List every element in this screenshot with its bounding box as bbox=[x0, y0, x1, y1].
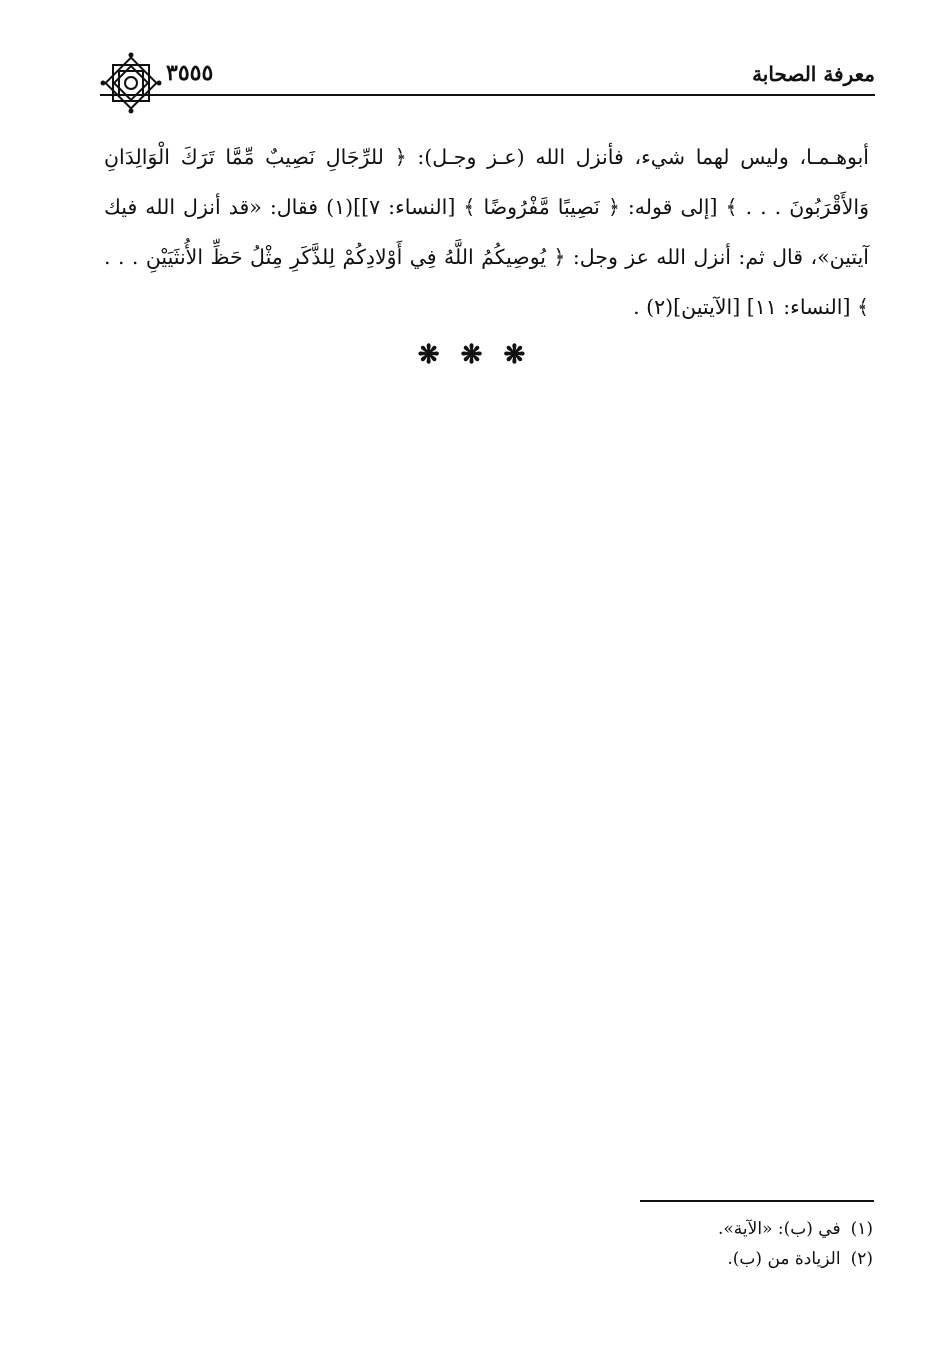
paragraph-text: أبوهـمـا، وليس لهما شيء، فأنزل الله (عـز وجـل): ﴿ للرِّجَالِ نَصِيبٌ مِّمَّا تَرَكَ الْوَالِدَانِ وَالأَقْرَبُونَ . . . ﴾ [إلى قوله: ﴿ نَصِيبًا مَّفْرُوضًا ﴾ [النساء: ٧]](١) فقال: «قد أنزل الله فيك آيتين»، قال ثم: أنزل الله عز وجل: ﴿ يُوصِيكُمُ اللَّهُ فِي أَوْلادِكُمْ لِلذَّكَرِ مِثْلُ حَظِّ الأُنثَيَيْنِ . . . ﴾ [النساء: ١١] [الآيتين](٢) . bbox=[104, 145, 869, 319]
footnote-1 bbox=[373, 1214, 873, 1244]
ornament-icon bbox=[100, 52, 162, 114]
footnote-text: الزيادة من (ب). bbox=[727, 1249, 841, 1269]
running-title: معرفة الصحابة bbox=[752, 62, 875, 86]
footnotes bbox=[373, 1214, 873, 1274]
footnote-text: في (ب): «الآية». bbox=[718, 1219, 841, 1239]
page-number: ٣٥٥٥ bbox=[166, 60, 214, 86]
header-rule bbox=[100, 94, 875, 96]
main-paragraph bbox=[104, 132, 869, 332]
footnote-2 bbox=[373, 1244, 873, 1274]
section-separator: ❋ ❋ ❋ bbox=[417, 340, 532, 370]
footnote-number: (١) bbox=[850, 1219, 873, 1239]
footnote-rule bbox=[640, 1200, 874, 1202]
footnote-number: (٢) bbox=[850, 1249, 873, 1269]
